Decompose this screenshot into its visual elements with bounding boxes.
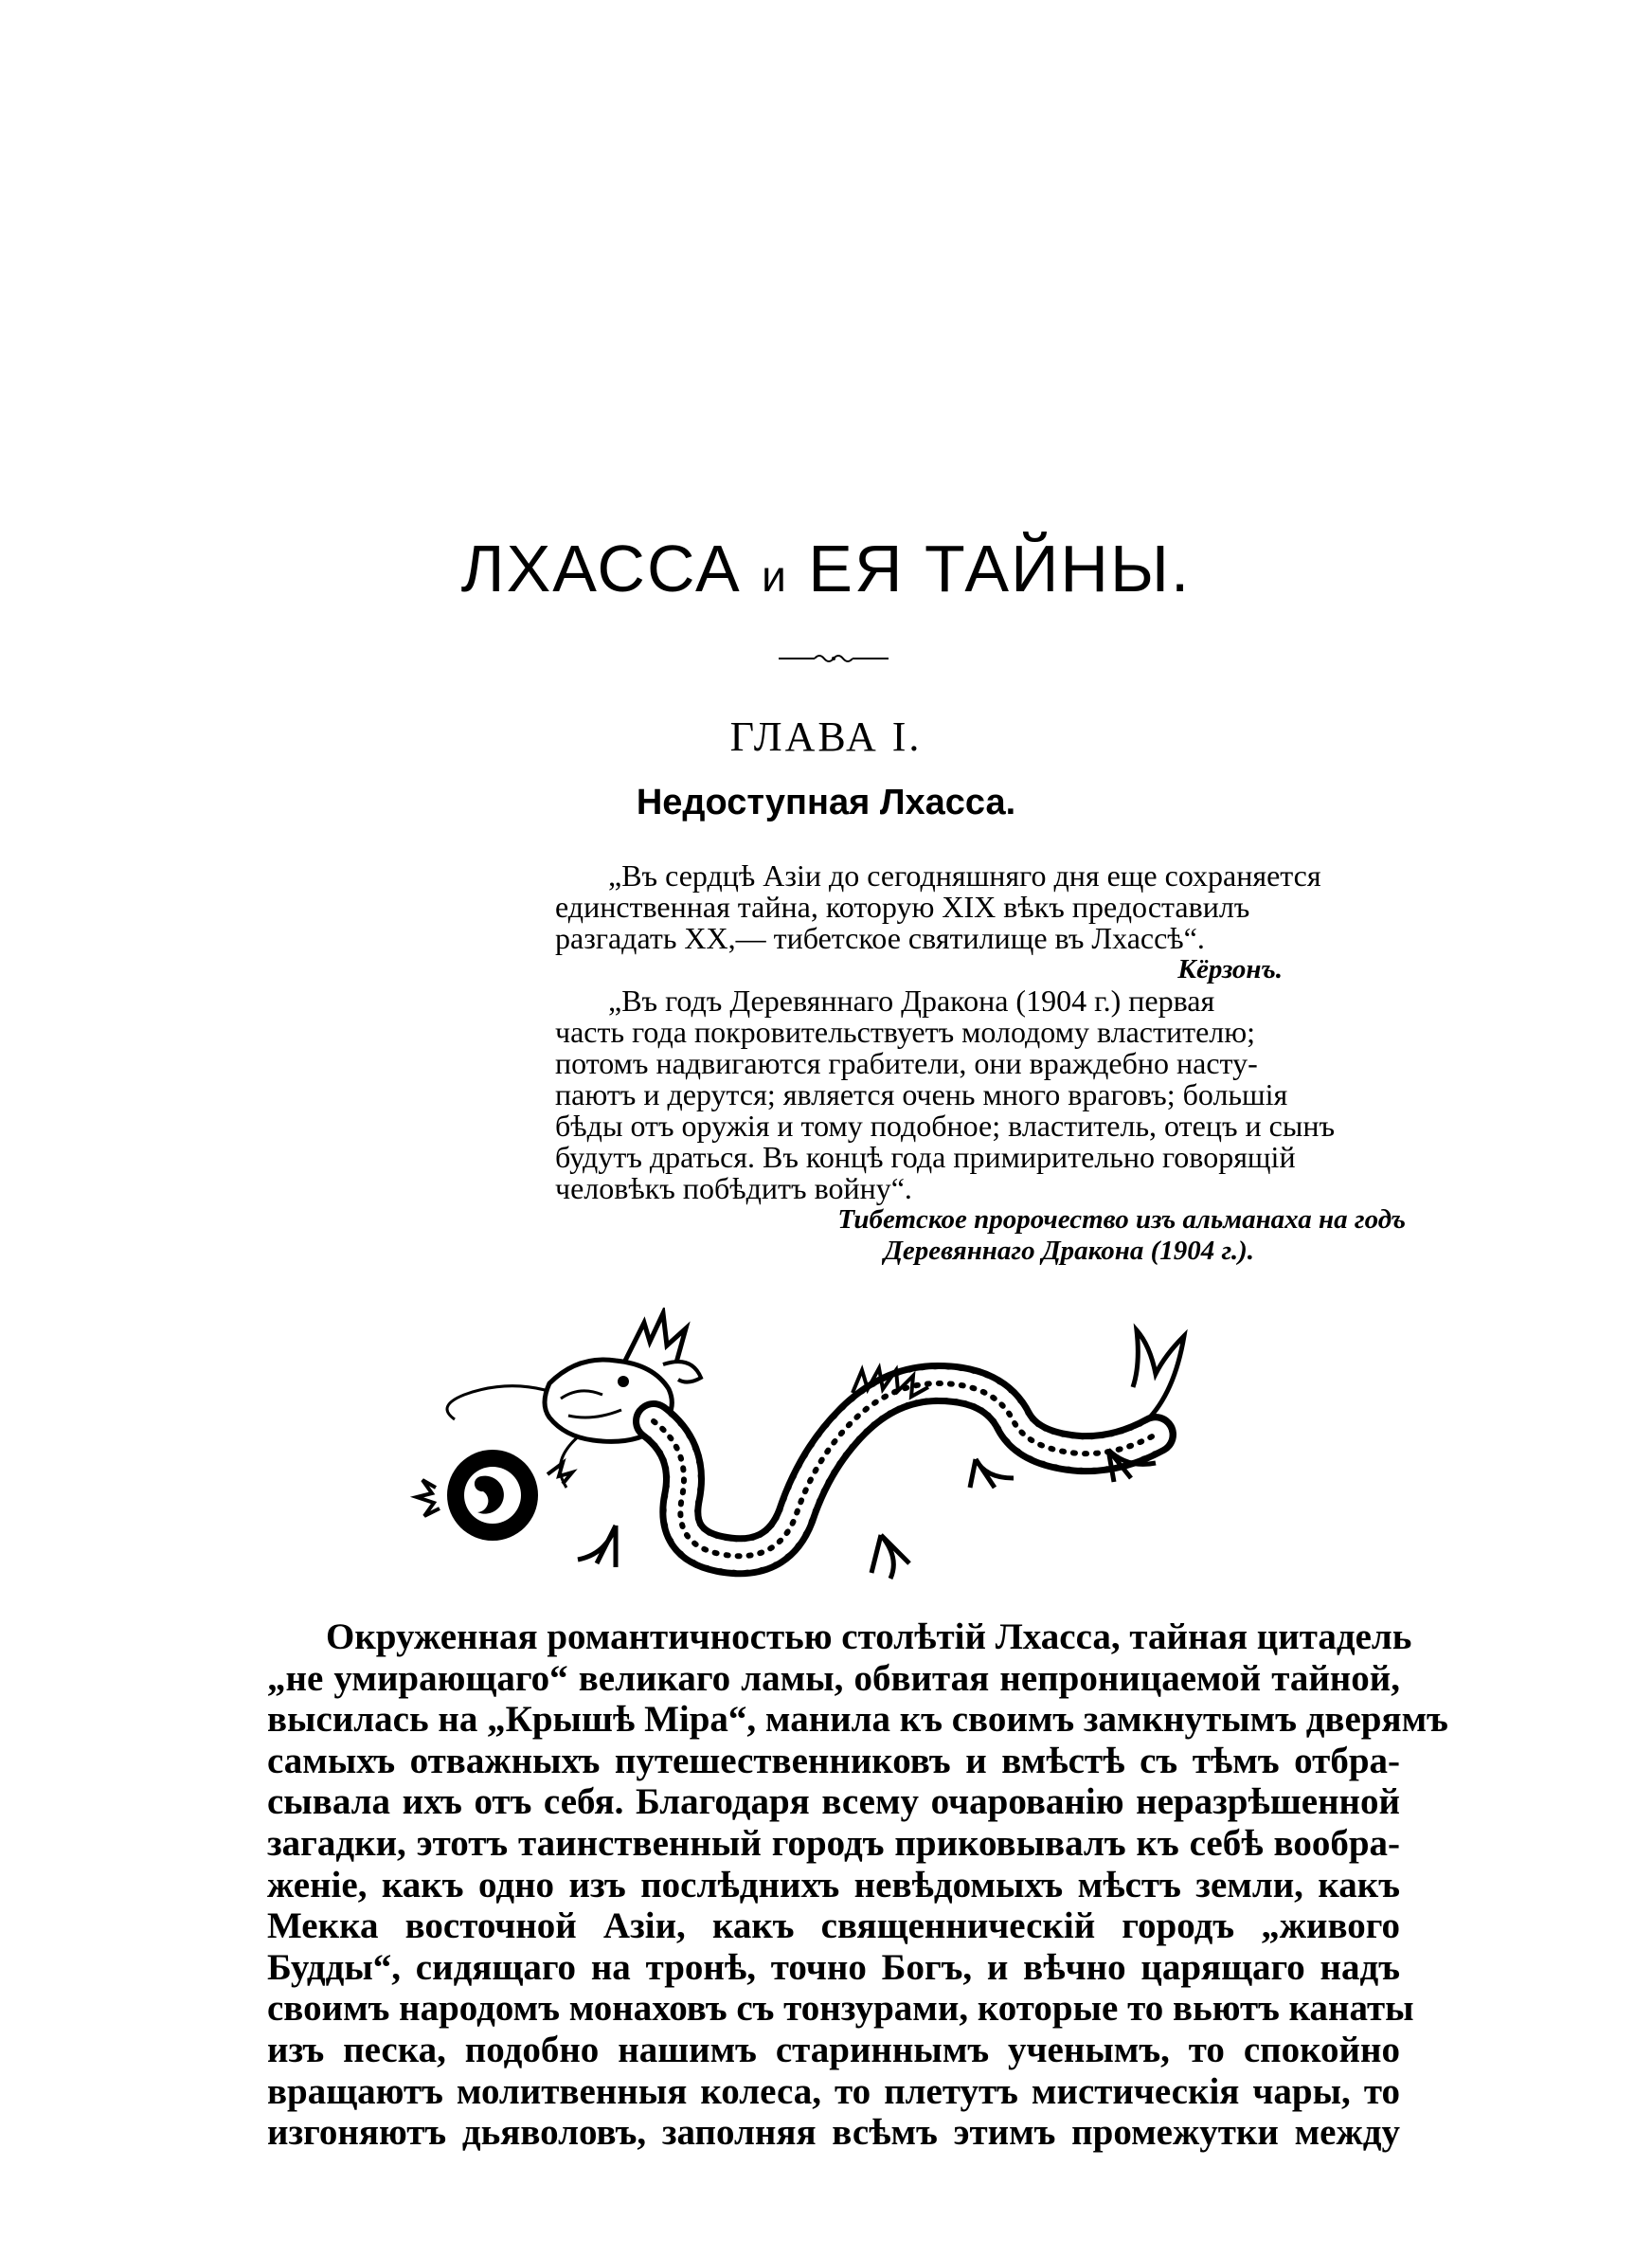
body-line: сывала ихъ отъ себя. Благодаря всему очарованію неразрѣшенной: [267, 1781, 1400, 1823]
body-line: самыхъ отважныхъ путешественниковъ и вмѣстѣ съ тѣмъ отбра-: [267, 1740, 1400, 1781]
epigraph-line: будутъ драться. Въ концѣ года примирительно говорящій: [555, 1140, 1296, 1174]
epigraph-author: Кёрзонъ.: [1177, 954, 1283, 984]
epigraph-line: бѣды отъ оружія и тому подобное; властитель, отецъ и сынъ: [555, 1109, 1335, 1143]
body-line: вращаютъ молитвенныя колеса, то плетутъ мистическія чары, то: [267, 2070, 1400, 2112]
epigraph-line: „Въ сердцѣ Азіи до сегодняшняго дня еще сохраняется: [608, 858, 1321, 893]
body-line: изгоняютъ дьяволовъ, заполняя всѣмъ этимъ промежутки между: [267, 2112, 1400, 2154]
body-line: Окруженная романтичностью столѣтій Лхасса, тайная цитадель: [326, 1616, 1412, 1657]
ornament-divider-icon: [777, 652, 890, 665]
epigraph-line: потомъ надвигаются грабители, они враждебно насту-: [555, 1046, 1258, 1080]
body-line: высилась на „Крышѣ Міра“, манила къ своимъ замкнутымъ дверямъ: [267, 1699, 1448, 1741]
body-paragraph: [267, 1616, 1448, 2154]
body-line: женіе, какъ одно изъ послѣднихъ невѣдомыхъ мѣстъ земли, какъ: [267, 1864, 1400, 1905]
epigraph-curzon: [555, 860, 1406, 985]
body-line: изъ песка, подобно нашимъ стариннымъ ученымъ, то спокойно: [267, 2029, 1400, 2070]
epigraph-line: единственная тайна, которую XIX вѣкъ предоставилъ: [555, 890, 1250, 924]
page-title: [0, 531, 1652, 606]
epigraph-line: разгадать XX,— тибетское святилище въ Лхассѣ“.: [555, 921, 1205, 955]
chapter-subtitle: Недоступная Лхасса.: [636, 783, 1016, 822]
body-line: своимъ народомъ монаховъ съ тонзурами, которые то вьютъ канаты: [267, 1988, 1414, 2030]
epigraph-line: часть года покровительствуетъ молодому властителю;: [555, 1015, 1256, 1049]
body-line: Мекка восточной Азіи, какъ священническій городъ „живого: [267, 1905, 1400, 1947]
body-line: загадки, этотъ таинственный городъ приковывалъ къ себѣ вообра-: [267, 1822, 1400, 1864]
dragon-illustration-icon: [407, 1308, 1194, 1582]
epigraph-line: „Въ годъ Деревяннаго Дракона (1904 г.) первая: [608, 984, 1215, 1018]
epigraph-line: паютъ и дерутся; является очень много враговъ; большія: [555, 1077, 1288, 1111]
body-line: „не умирающаго“ великаго ламы, обвитая непроницаемой тайной,: [267, 1657, 1400, 1699]
epigraph-source-line-1: Тибетское пророчество изъ альманаха на годъ: [837, 1204, 1406, 1235]
epigraph-source-line-2: Деревяннаго Дракона (1904 г.).: [884, 1236, 1254, 1266]
title-part-2: ЕЯ ТАЙНЫ.: [808, 532, 1192, 605]
epigraph-line: человѣкъ побѣдитъ войну“.: [555, 1171, 912, 1205]
chapter-heading: ГЛАВА I.: [729, 713, 923, 760]
body-line: Будды“, сидящаго на тронѣ, точно Богъ, и вѣчно царящаго надъ: [267, 1946, 1400, 1988]
title-part-1: ЛХАССА: [460, 532, 742, 605]
epigraph-prophecy: [555, 985, 1406, 1267]
title-conjunction: и: [762, 551, 788, 601]
